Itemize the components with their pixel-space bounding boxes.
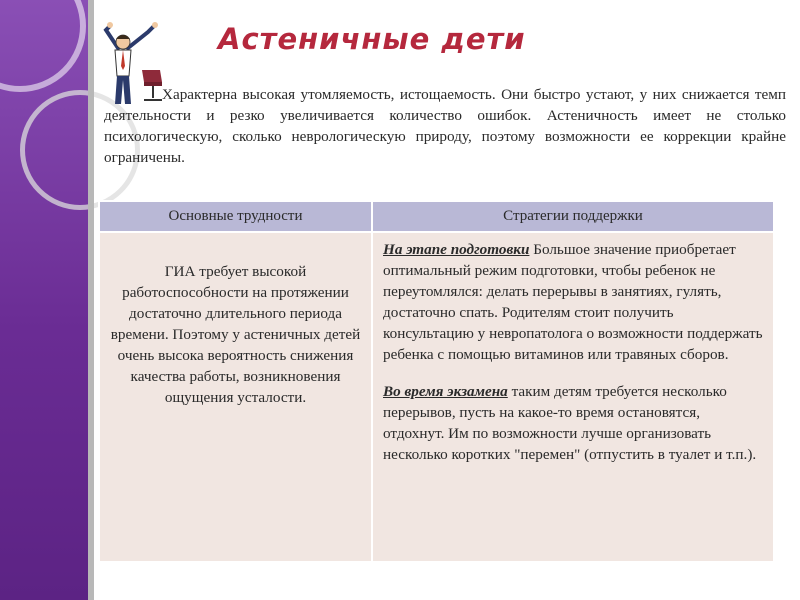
strategy-preparation-label: На этапе подготовки (383, 241, 530, 258)
difficulty-cell: ГИА требует высокой работоспособности на протяжении достаточно длительного периода времени. Поэтому у астеничных детей очень высока вероятность снижения качества работы, возникновения ощущения усталости. (99, 232, 372, 562)
strategy-preparation (383, 239, 763, 365)
strategy-exam-label: Во время экзамена (383, 383, 508, 400)
column-header-difficulties: Основные трудности (99, 201, 372, 232)
table-row (99, 232, 774, 562)
strategy-exam-text: таким детям требуется несколько перерывов, пусть на какое-то время остановятся, отдохнут. Им по возможности лучше организовать несколько коротких "перемен" (отпустить в туалет и т.п.). (383, 383, 757, 463)
strategy-preparation-text: Большое значение приобретает оптимальный режим подготовки, чтобы ребенок не переутомлялся: делать перерывы в занятиях, гулять, достаточно спать. Родителям стоит получить консультацию у невропатолога о возможности поддержать ребенка с помощью витаминов или травяных сборов. (383, 241, 763, 363)
table-header-row (99, 201, 774, 232)
decorative-side-panel (0, 0, 88, 600)
decorative-stripe (88, 0, 94, 600)
support-table (98, 200, 775, 563)
column-header-strategies: Стратегии поддержки (372, 201, 774, 232)
strategy-exam (383, 381, 763, 465)
decorative-ring (0, 0, 86, 92)
strategy-cell (372, 232, 774, 562)
intro-paragraph: Характерна высокая утомляемость, истощаемость. Они быстро устают, у них снижается темп деятельности и резко увеличивается количество ошибок. Астеничность имеет не столько психологическую, сколько неврологическую природу, поэтому возможности ее коррекции крайне ограничены. (104, 86, 786, 166)
page-title: Астеничные дети (218, 22, 526, 56)
